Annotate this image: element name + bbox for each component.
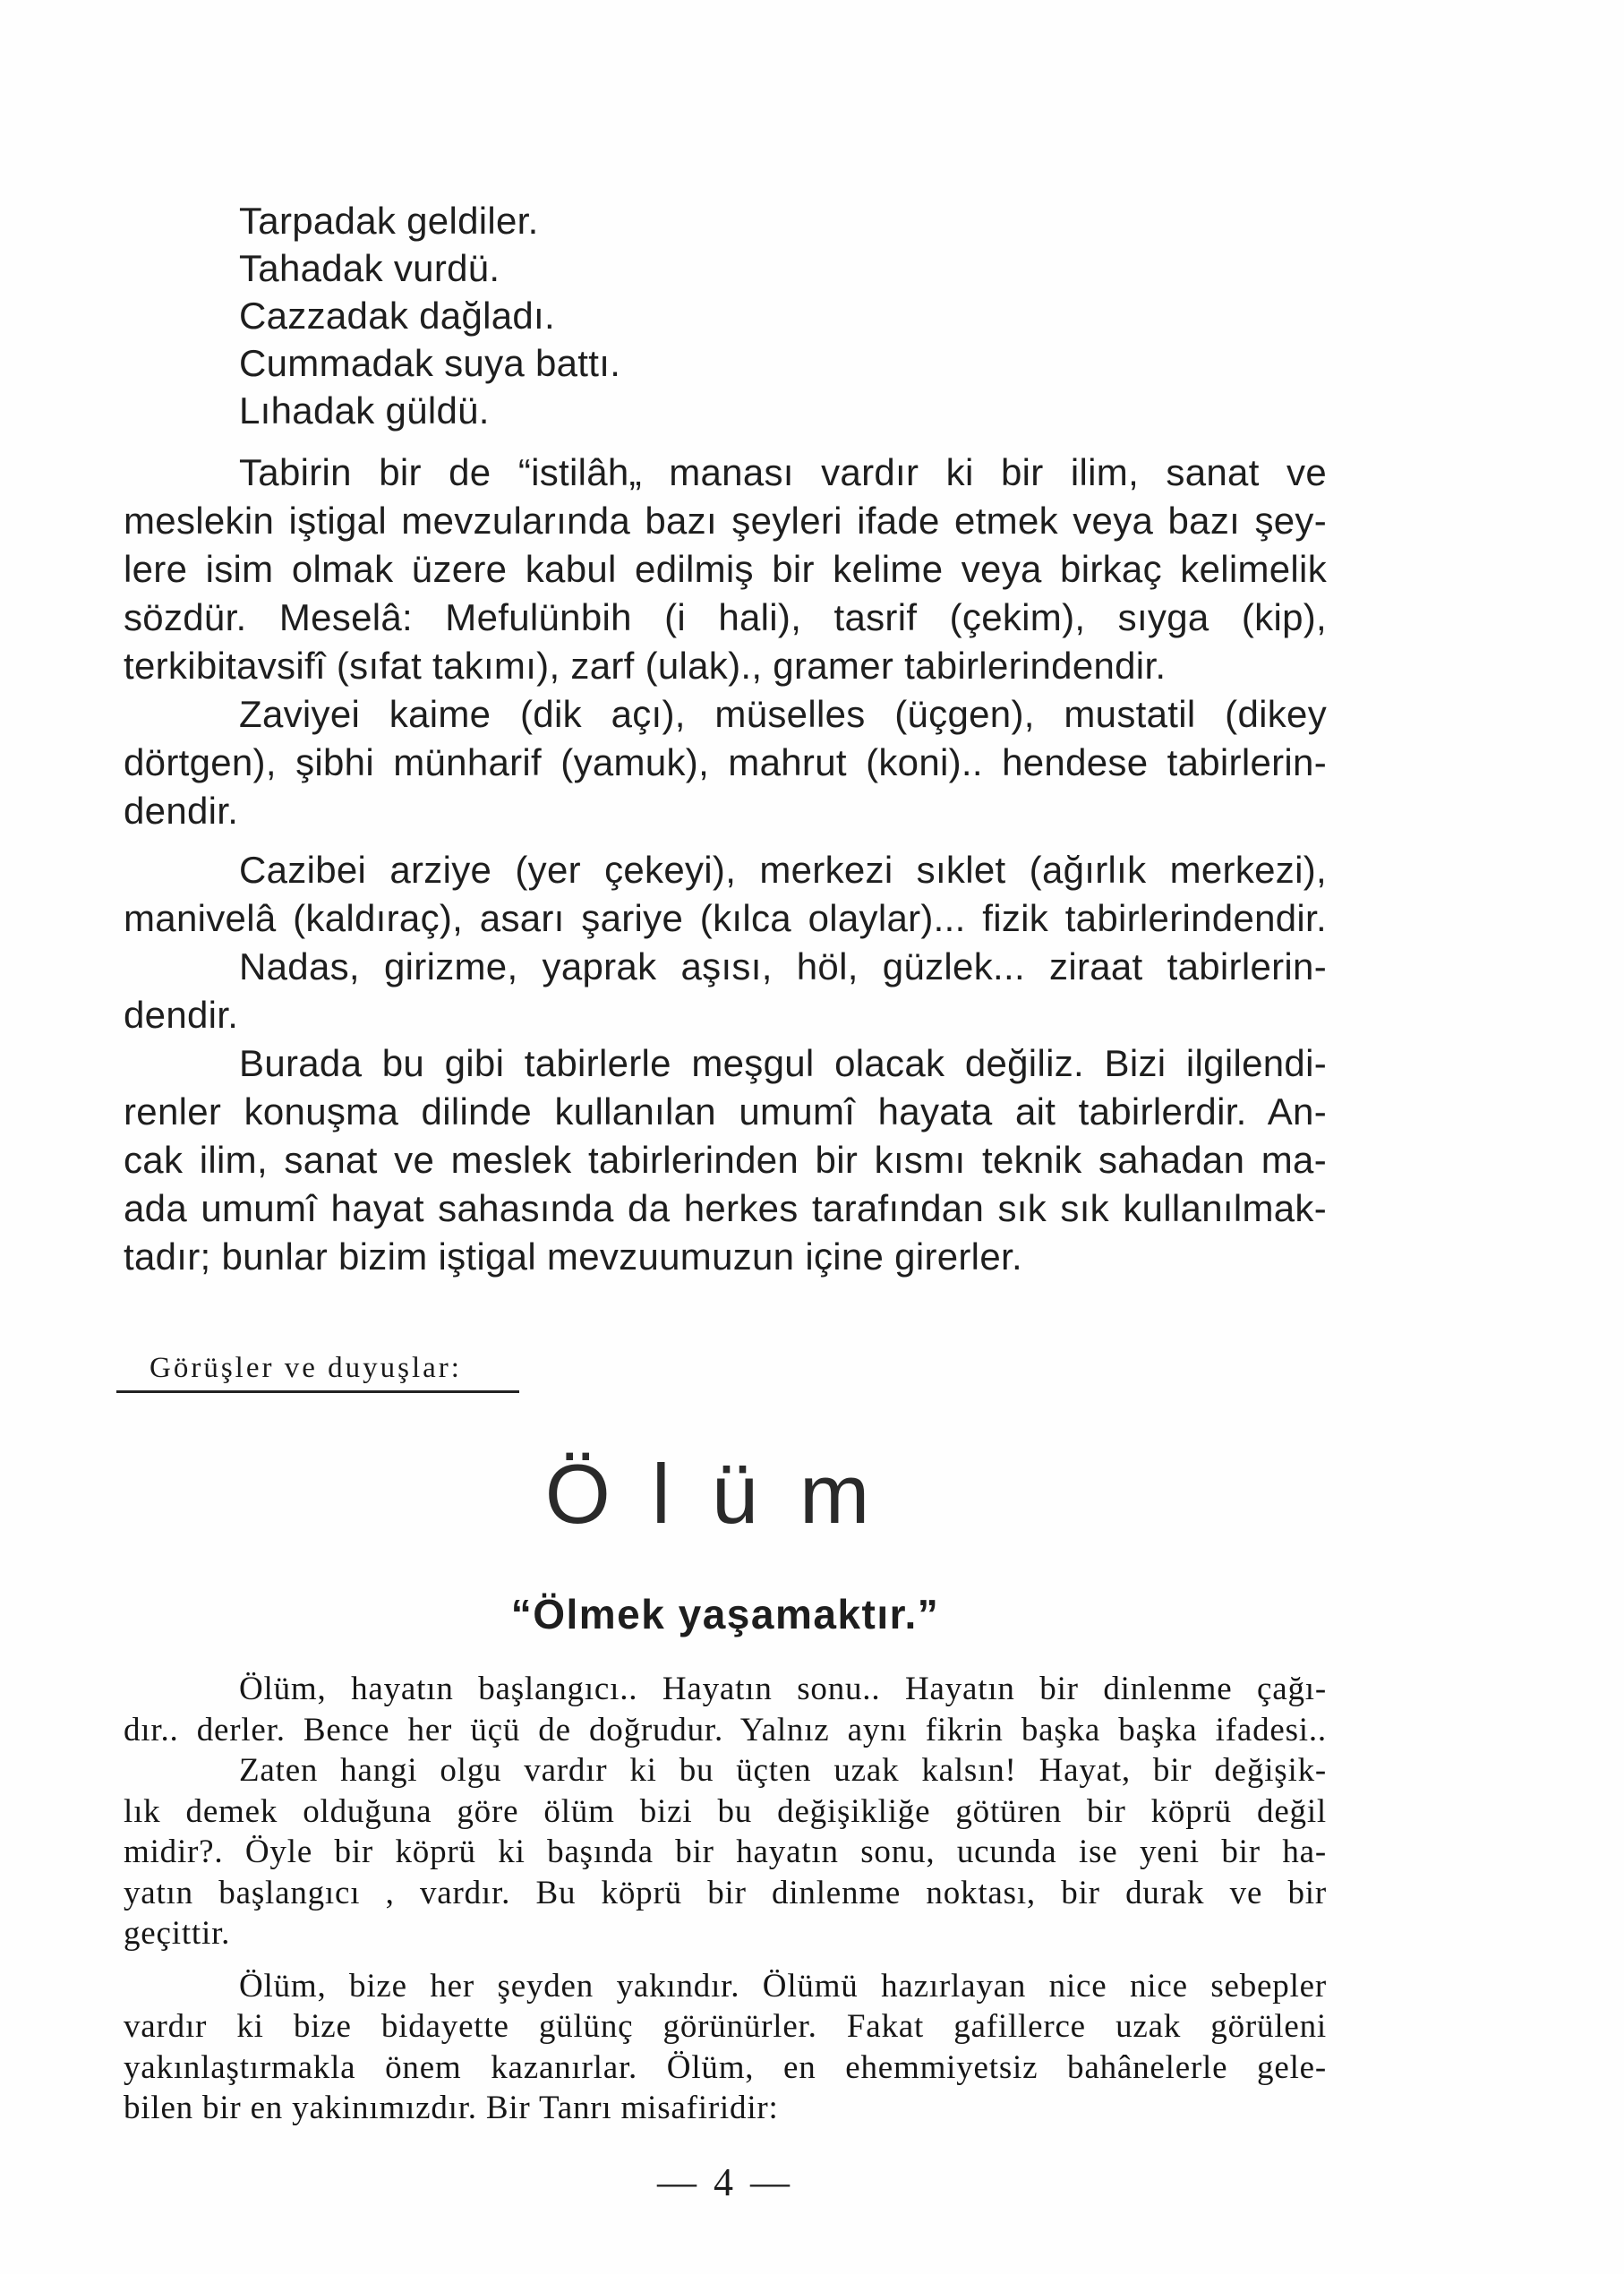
text-line: Cazibei arziye (yer çekeyi), merkezi sıklet (ağırlık merkezi), (239, 849, 1327, 891)
text-line: Tabirin bir de “istilâh„ manası vardır ki bir ilim, sanat ve (239, 451, 1327, 493)
text-line: Zaviyei kaime (dik açı), müselles (üçgen), mustatil (dikey (239, 693, 1327, 735)
text-line: lere isim olmak üzere kabul edilmiş bir kelime veya birkaç kelimelik (124, 548, 1327, 590)
text-line: sözdür. Meselâ: Mefulünbih (i hali), tasrif (çekim), sıyga (kip), (124, 596, 1327, 638)
paragraph (124, 846, 1327, 943)
section-heading-underline (116, 1390, 519, 1393)
text-line: vardır ki bize bidayette gülünç görünürler. Fakat gafillerce uzak görüleni (124, 2008, 1327, 2045)
text-line: dendir. (124, 994, 239, 1036)
text-line: midir?. Öyle bir köprü ki başında bir hayatın sonu, ucunda ise yeni bir ha- (124, 1834, 1327, 1870)
text-line: lık demek olduğuna göre ölüm bizi bu değişikliğe götüren bir köprü değil (124, 1792, 1327, 1830)
text-line: Nadas, girizme, yaprak aşısı, höl, güzlek... ziraat tabirlerin- (239, 945, 1327, 987)
article-title: Ölüm (544, 1447, 911, 1541)
text-line: tadır; bunlar bizim iştigal mevzuumuzun içine girerler. (124, 1235, 1022, 1278)
text-line: manivelâ (kaldıraç), asarı şariye (kılca olaylar)... fizik tabirlerindendir. (124, 897, 1327, 939)
text-line: renler konuşma dilinde kullanılan umumî hayata ait tabirlerdir. An- (124, 1090, 1327, 1133)
paragraph (124, 1039, 1327, 1281)
poem-line: Tarpadak geldiler. (239, 200, 539, 242)
page-number: — 4 — (657, 2160, 793, 2204)
text-line: cak ilim, sanat ve meslek tabirlerinden bir kısmı teknik sahadan ma- (124, 1139, 1327, 1181)
article-body (124, 1669, 1327, 2129)
paragraph (124, 1966, 1327, 2129)
text-line: bilen bir en yakinımızdır. Bir Tanrı misafiridir: (124, 2090, 779, 2126)
text-line: Ölüm, bize her şeyden yakındır. Ölümü hazırlayan nice nice sebepler (239, 1967, 1327, 2005)
text-line: geçittir. (124, 1915, 231, 1952)
text-line: yatın başlangıcı , vardır. Bu köprü bir dinlenme noktası, bir durak ve bir (124, 1874, 1327, 1911)
paragraph (124, 943, 1327, 1039)
text-line: dendir. (124, 790, 239, 832)
section-heading: Görüşler ve duyuşlar: (150, 1352, 462, 1384)
text-line: dörtgen), şibhi münharif (yamuk), mahrut (koni).. hendese tabirlerin- (124, 741, 1327, 783)
text-line: dır.. derler. Bence her üçü de doğrudur. Yalnız aynı fikrin başka başka ifadesi.. (124, 1711, 1327, 1748)
text-line: Ölüm, hayatın başlangıcı.. Hayatın sonu.. Hayatın bir dinlenme çağı- (239, 1671, 1327, 1707)
poem-line: Tahadak vurdü. (239, 247, 500, 289)
poem (239, 197, 620, 434)
paragraph (124, 449, 1327, 690)
text-line: yakınlaştırmakla önem kazanırlar. Ölüm, en ehemmiyetsiz bahânelerle gele- (124, 2048, 1327, 2086)
article-subtitle: “Ölmek yaşamaktır.” (510, 1591, 940, 1637)
paragraph (124, 690, 1327, 835)
text-line: ada umumî hayat sahasında da herkes tarafından sık sık kullanılmak- (124, 1187, 1327, 1229)
poem-line: Cummadak suya battı. (239, 342, 621, 384)
paragraph (124, 1669, 1327, 1750)
terms-text (124, 449, 1327, 1281)
poem-line: Cazzadak dağladı. (239, 295, 555, 337)
text-line: terkibitavsifî (sıfat takımı), zarf (ulak)., gramer tabirlerindendir. (124, 645, 1167, 687)
text-line: Burada bu gibi tabirlerle meşgul olacak değiliz. Bizi ilgilendi- (239, 1042, 1327, 1084)
poem-line: Lıhadak güldü. (239, 389, 490, 432)
paragraph (124, 1750, 1327, 1954)
text-line: meslekin iştigal mevzularında bazı şeyleri ifade etmek veya bazı şey- (124, 500, 1327, 542)
text-line: Zaten hangi olgu vardır ki bu üçten uzak kalsın! Hayat, bir değişik- (239, 1752, 1327, 1789)
